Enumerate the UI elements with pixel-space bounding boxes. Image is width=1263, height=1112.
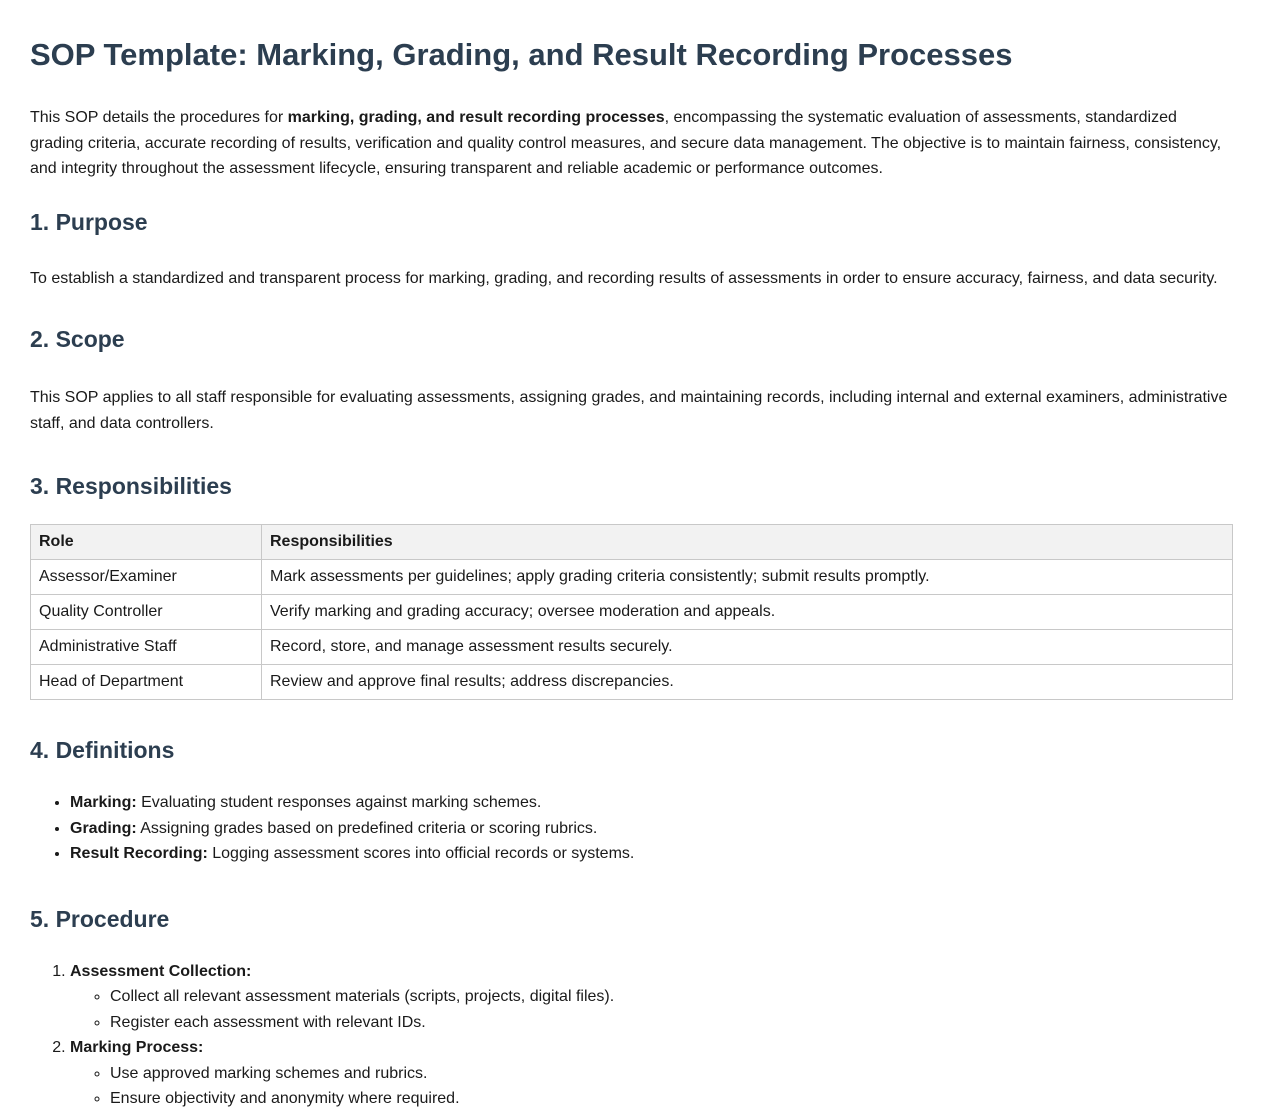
definition-text: Assigning grades based on predefined criteria or scoring rubrics. <box>136 819 598 837</box>
definition-term: Marking: <box>70 794 137 811</box>
role-cell: Assessor/Examiner <box>31 560 262 595</box>
role-cell: Administrative Staff <box>31 630 262 665</box>
procedure-step <box>70 959 1233 1036</box>
table-header-row <box>31 525 1233 560</box>
responsibility-cell: Record, store, and manage assessment results securely. <box>262 630 1233 665</box>
step-title: Marking Process: <box>70 1039 204 1056</box>
step-substeps <box>70 1061 1233 1112</box>
definition-term: Result Recording: <box>70 845 208 862</box>
responsibilities-table <box>30 524 1233 700</box>
definitions-heading: 4. Definitions <box>30 737 175 763</box>
intro-prefix: This SOP details the procedures for <box>30 109 288 126</box>
list-item: ◦ Ensure objectivity and anonymity where required. <box>110 1086 1233 1112</box>
scope-text: This SOP applies to all staff responsible for evaluating assessments, assigning grades, and maintaining records, including internal and external examiners, administrative staff, and data controllers. <box>30 389 1228 432</box>
responsibility-cell: Mark assessments per guidelines; apply grading criteria consistently; submit results promptly. <box>262 560 1233 595</box>
role-cell: Quality Controller <box>31 595 262 630</box>
table-row <box>31 665 1233 700</box>
list-item: ◦ Collect all relevant assessment materials (scripts, projects, digital files). <box>110 984 1233 1010</box>
list-item: ◦ Use approved marking schemes and rubrics. <box>110 1061 1233 1087</box>
responsibilities-heading: 3. Responsibilities <box>30 473 232 499</box>
definition-term: Grading: <box>70 819 137 837</box>
step-title: Assessment Collection: <box>70 962 252 980</box>
step-substeps <box>70 984 1233 1035</box>
purpose-text: To establish a standardized and transparent process for marking, grading, and recording results of assessments in order to ensure accuracy, fairness, and data security. <box>30 269 1218 287</box>
definitions-list <box>30 790 1233 867</box>
column-header-role: Role <box>31 525 262 560</box>
list-item <box>70 841 1233 867</box>
list-item <box>70 790 1233 816</box>
list-item: ◦ Register each assessment with relevant IDs. <box>110 1010 1233 1036</box>
page-title: SOP Template: Marking, Grading, and Result Recording Processes <box>30 37 1013 72</box>
list-item <box>70 816 1233 842</box>
responsibility-cell: Verify marking and grading accuracy; oversee moderation and appeals. <box>262 595 1233 630</box>
table-row <box>31 630 1233 665</box>
responsibility-cell: Review and approve final results; address discrepancies. <box>262 665 1233 700</box>
table-row <box>31 560 1233 595</box>
procedure-list <box>30 959 1233 1112</box>
column-header-responsibilities: Responsibilities <box>262 525 1233 560</box>
procedure-step <box>70 1035 1233 1112</box>
intro-paragraph <box>30 105 1233 182</box>
definition-text: Logging assessment scores into official records or systems. <box>207 845 635 862</box>
intro-suffix: , encompassing the systematic evaluation of assessments, standardized grading criteria, accurate recording of results, verification and quality control measures, and secure data management. The objective is to maintain fairness, consistency, and integrity throughout the assessment lifecycle, ensuring transparent and reliable academic or performance outcomes. <box>30 109 1222 177</box>
table-row <box>31 595 1233 630</box>
role-cell: Head of Department <box>31 665 262 700</box>
intro-bold: marking, grading, and result recording processes <box>287 109 665 126</box>
scope-heading: 2. Scope <box>30 326 125 352</box>
definition-text: Evaluating student responses against marking schemes. <box>136 794 542 811</box>
purpose-heading: 1. Purpose <box>30 208 148 235</box>
procedure-heading: 5. Procedure <box>30 905 170 932</box>
